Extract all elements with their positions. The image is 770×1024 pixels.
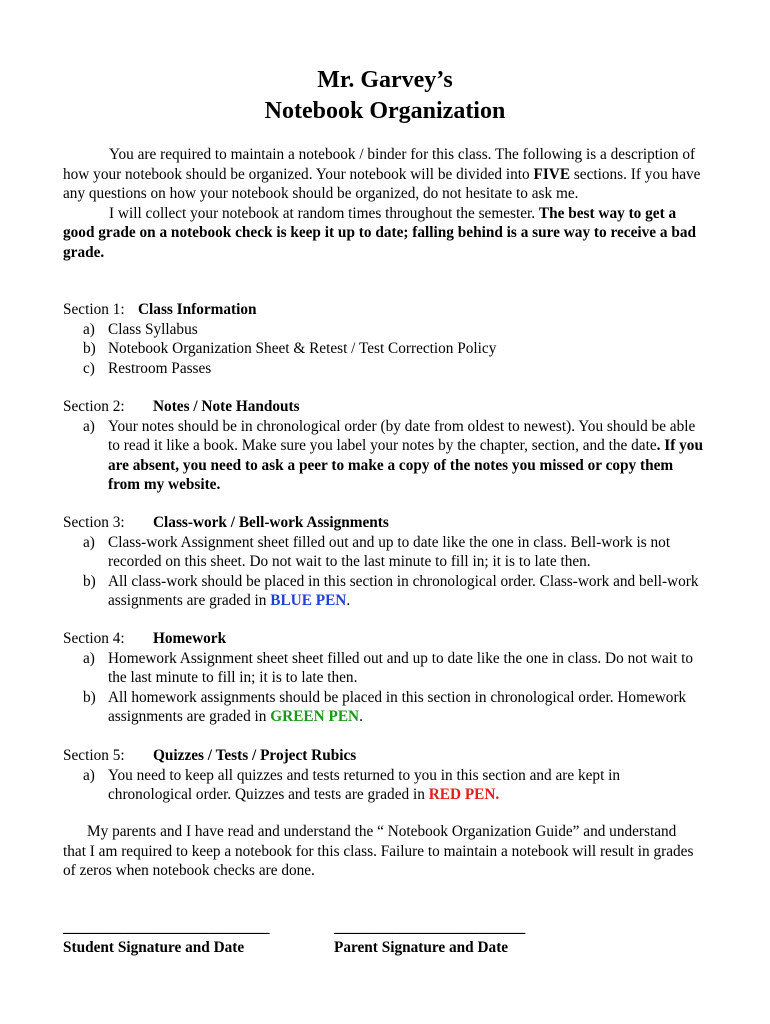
intro-p2-bold: The best way to get a good grade on a notebook check is keep it up to date; falling behind is a sure way to receive a bad grade. [63,204,697,261]
parent-signature-label: Parent Signature and Date [334,938,509,956]
section-2 [63,397,703,495]
closing-text: My parents and I have read and understand the “ Notebook Organization Guide” and understand that I am required to keep a notebook for this class. Failure to maintain a notebook will result in grades of zeros when notebook checks are done. [63,823,694,879]
title-line-1: Mr. Garvey’s [317,67,453,93]
list-item [63,417,703,495]
section-4-number: Section 4: [63,630,125,647]
intro-p1-text: You are required to maintain a notebook / binder for this class. The following is a description of how your notebook should be organized. Your notebook will be divided into [63,146,696,183]
item-text: Class Syllabus [108,320,198,338]
section-3-number: Section 3: [63,514,125,531]
student-signature-block [63,918,270,957]
green-pen-text: GREEN PEN [270,708,360,725]
section-3-heading [63,513,703,533]
section-4 [63,629,703,727]
parent-signature-block [334,918,525,957]
closing-statement [63,822,703,881]
section-2-list [63,417,703,495]
list-item [63,649,703,688]
intro-p1-bold: FIVE [533,165,571,183]
list-item [63,766,703,805]
parent-signature-line: _________________________ [334,919,526,936]
blue-pen-text: BLUE PEN [270,592,347,609]
intro-p2-text: I will collect your notebook at random times throughout the semester. [109,204,539,222]
item-text: Homework Assignment sheet sheet filled out and up to date like the one in class. Do not wait to the last minute to fill in; it is to late then. [108,649,693,686]
list-item [63,359,703,379]
item-text: All class-work should be placed in this section in chronological order. Class-work and bell-work assignments are graded in [108,572,699,609]
item-letter: a) [83,766,95,784]
list-item [63,320,703,340]
item-text: Notebook Organization Sheet & Retest / Test Correction Policy [108,340,497,357]
section-5 [63,746,703,805]
item-letter: a) [83,533,95,551]
section-2-number: Section 2: [63,398,125,415]
item-letter: c) [83,359,95,377]
list-item [63,533,703,572]
section-1-list [63,320,703,379]
intro [63,145,703,262]
item-letter: a) [83,417,95,435]
section-3-name: Class-work / Bell-work Assignments [153,514,389,531]
intro-paragraph-1 [63,145,703,204]
section-1-name: Class Information [138,301,257,318]
item-bold-text: . If you are absent, you need to ask a peer to make a copy of the notes you missed or copy them from my website. [108,437,703,493]
section-3 [63,513,703,611]
section-4-heading [63,629,703,649]
list-item [63,688,703,727]
item-text: Restroom Passes [108,359,212,377]
section-3-list [63,533,703,611]
title-line-2: Notebook Organization [264,98,506,124]
intro-paragraph-2 [63,204,703,263]
item-end: . [359,708,363,725]
section-5-name: Quizzes / Tests / Project Rubics [153,747,357,764]
section-4-name: Homework [153,630,227,647]
section-5-list [63,766,703,805]
item-text: Class-work Assignment sheet filled out and up to date like the one in class. Bell-work is not recorded on this sheet. Do not wait to the last minute to fill in; it is to late then. [108,533,671,570]
item-letter: a) [83,649,95,667]
section-5-heading [63,746,703,766]
student-signature-line: ___________________________ [63,919,270,936]
item-text: You need to keep all quizzes and tests returned to you in this section and are kept in chronological order. Quizzes and tests are graded in [108,766,621,803]
item-letter: b) [83,340,96,357]
section-1 [63,300,703,378]
section-4-list [63,649,703,727]
item-end: . [346,592,351,609]
list-item [63,572,703,611]
item-letter: a) [83,320,95,338]
intro-p1-end: sections. If you have any questions on how your notebook should be organized, do not hesitate to ask me. [63,165,701,202]
section-2-name: Notes / Note Handouts [153,398,300,415]
list-item [63,339,703,359]
section-2-heading [63,397,703,417]
item-letter: b) [83,688,96,706]
item-text: All homework assignments should be placed in this section in chronological order. Homework assignments are graded in [108,688,687,725]
student-signature-label: Student Signature and Date [63,938,245,956]
section-1-number: Section 1: [63,301,125,318]
section-1-heading [63,300,703,320]
item-text: Your notes should be in chronological order (by date from oldest to newest). You should be able to read it like a book. Make sure you label your notes by the chapter, section, and the date [108,417,696,454]
item-letter: b) [83,572,96,590]
red-pen-text: RED PEN. [428,786,500,803]
section-5-number: Section 5: [63,747,125,764]
